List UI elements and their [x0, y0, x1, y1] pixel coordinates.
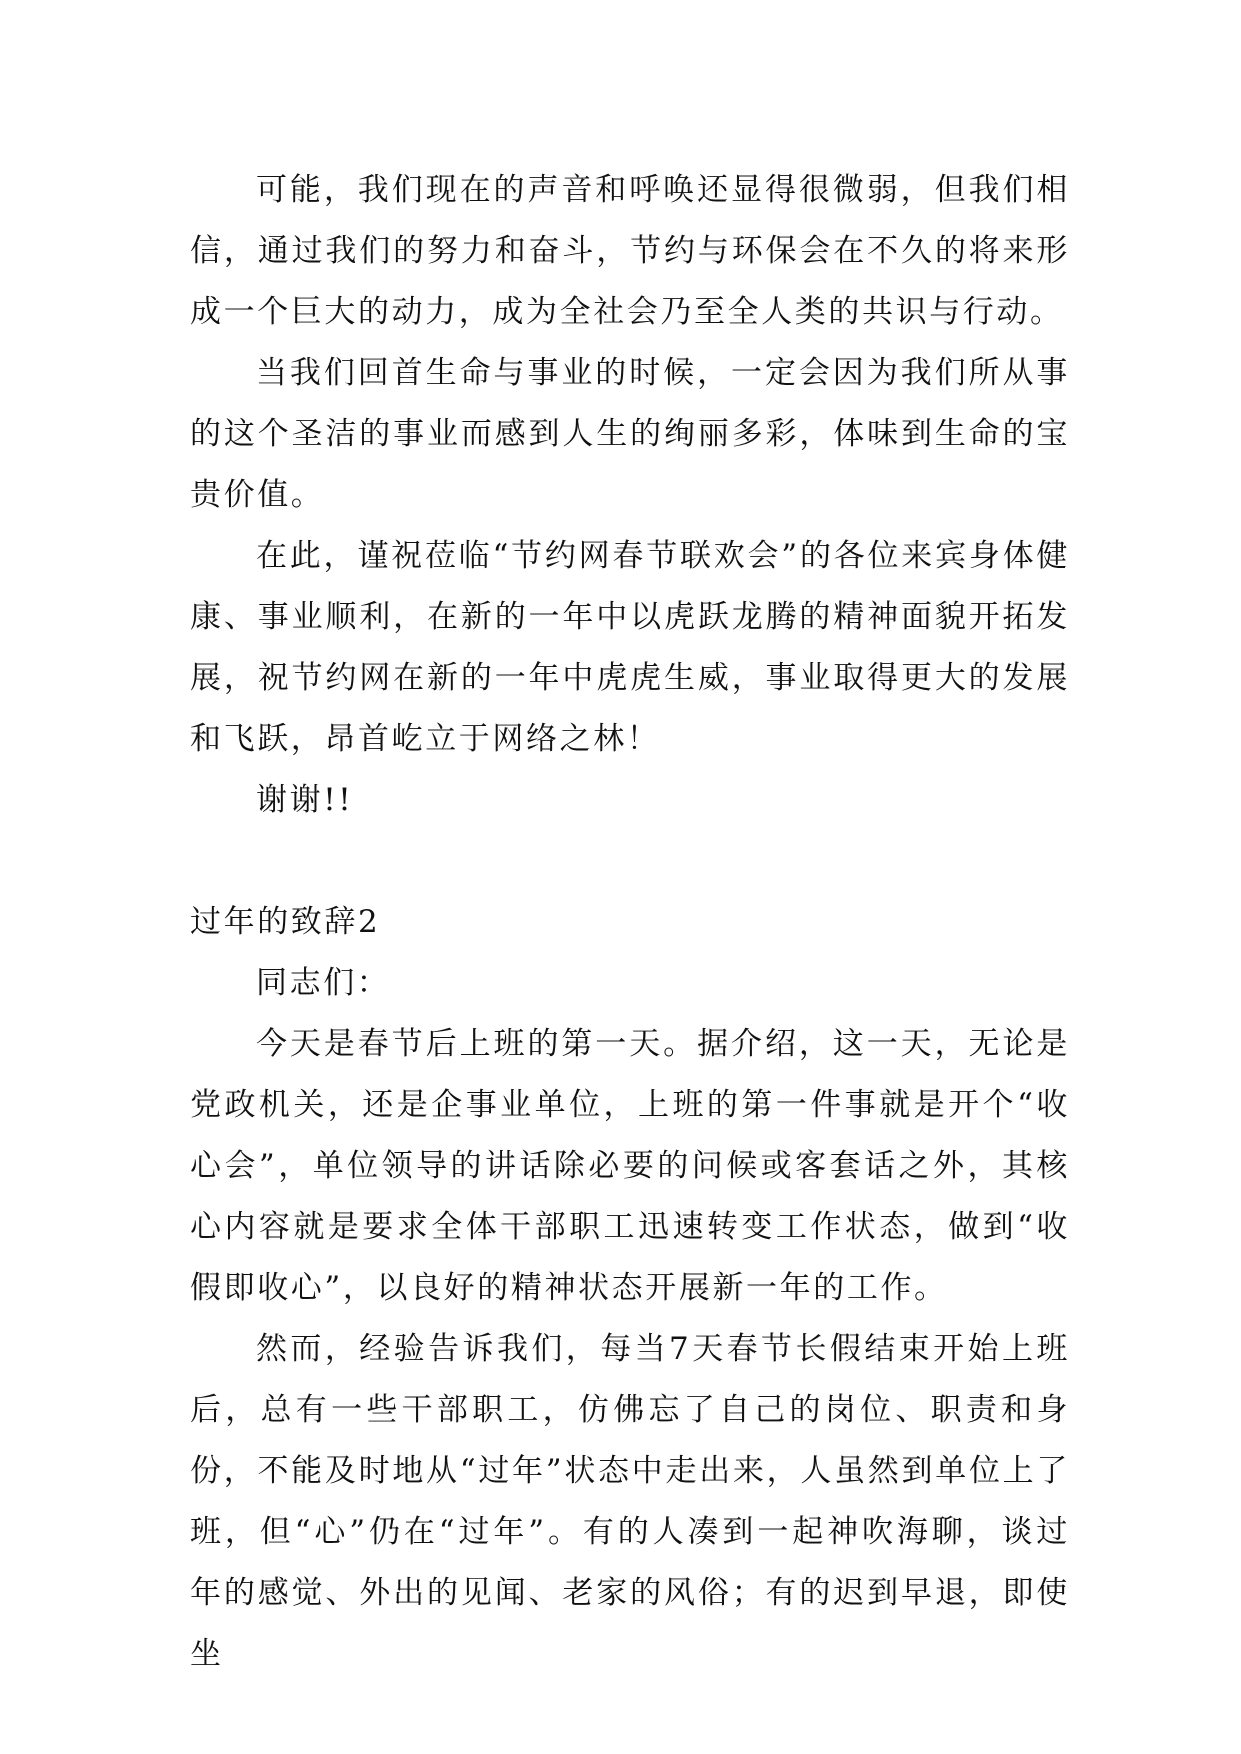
- paragraph: 然而，经验告诉我们，每当7天春节长假结束开始上班后，总有一些干部职工，仿佛忘了自己的岗位、职责和身份，不能及时地从“过年”状态中走出来，人虽然到单位上了班，但“心”仍在“过年”。有的人凑到一起神吹海聊，谈过年的感觉、外出的见闻、老家的风俗；有的迟到早退，即使坐: [190, 1331, 1070, 1672]
- document-body: [190, 160, 1070, 1685]
- salutation: 同志们：: [256, 965, 391, 1001]
- paragraph: 当我们回首生命与事业的时候，一定会因为我们所从事的这个圣洁的事业而感到人生的绚丽多彩，体味到生命的宝贵价值。: [190, 355, 1070, 513]
- closing-thanks: 谢谢!!: [256, 782, 354, 818]
- paragraph: 今天是春节后上班的第一天。据介绍，这一天，无论是党政机关，还是企事业单位，上班的第一件事就是开个“收心会”，单位领导的讲话除必要的问候或客套话之外，其核心内容就是要求全体干部职工迅速转变工作状态，做到“收假即收心”，以良好的精神状态开展新一年的工作。: [190, 1026, 1070, 1306]
- paragraph: 在此，谨祝莅临“节约网春节联欢会”的各位来宾身体健康、事业顺利，在新的一年中以虎跃龙腾的精神面貌开拓发展，祝节约网在新的一年中虎虎生威，事业取得更大的发展和飞跃，昂首屹立于网络之林！: [190, 538, 1070, 757]
- section-heading: 过年的致辞2: [190, 904, 381, 940]
- paragraph: 可能，我们现在的声音和呼唤还显得很微弱，但我们相信，通过我们的努力和奋斗，节约与环保会在不久的将来形成一个巨大的动力，成为全社会乃至全人类的共识与行动。: [190, 172, 1070, 330]
- section-spacer: [190, 831, 1070, 892]
